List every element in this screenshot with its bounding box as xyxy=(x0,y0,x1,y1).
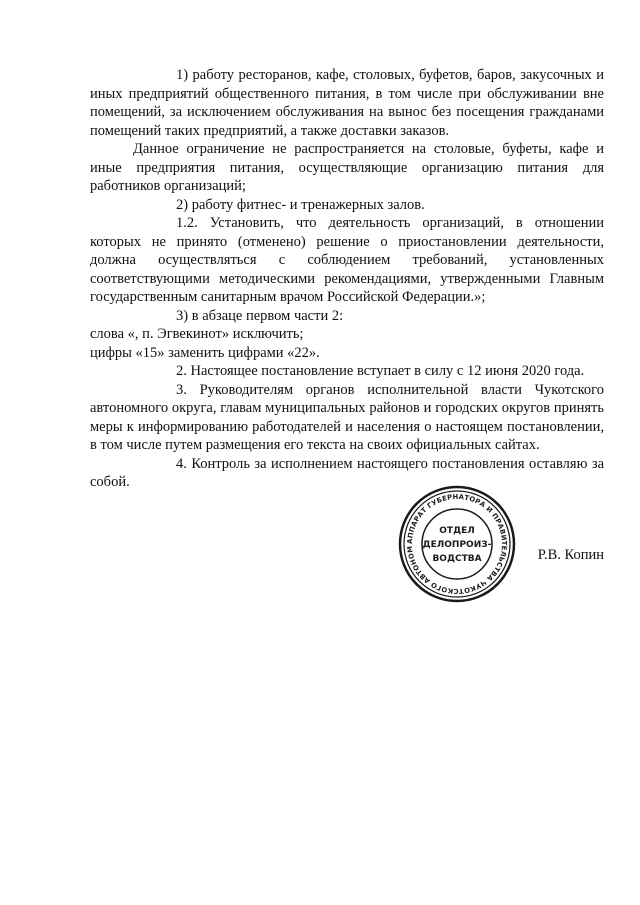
paragraph-text: работу ресторанов, кафе, столовых, буфетов, баров, закусочных и иных предприятий общественного питания, в том числе при обслуживании вне помещений, за исключением обслуживания на вынос без посещения гражданами помещений таких предприятий, а также доставки заказов. xyxy=(90,67,605,139)
paragraph-number: 3. xyxy=(176,381,187,398)
paragraph-text: слова «, п. Эгвекинот» исключить; xyxy=(90,326,304,342)
paragraph-number: 2. xyxy=(176,363,187,379)
stamp-line-1: ОТДЕЛ xyxy=(439,526,475,536)
official-stamp xyxy=(398,485,516,603)
document-body xyxy=(90,66,604,492)
paragraph-text: Данное ограничение не распространяется на столовые, буфеты, кафе и иные предприятия питания, осуществляющие организацию питания для работников организаций; xyxy=(90,141,604,194)
stamp-icon xyxy=(398,485,516,603)
paragraph-text: Руководителям органов исполнительной власти Чукотского автономного округа, главам муниципальных районов и городских округов принять меры к информированию работодателей и населения о настоящем постановлении, в том числе путем размещения его текста на своих официальных сайтах. xyxy=(90,381,605,453)
paragraph-text: Контроль за исполнением настоящего постановления оставляю за собой. xyxy=(90,455,604,490)
paragraph-text: в абзаце первом части 2: xyxy=(191,307,344,324)
signature-name: Р.В. Копин xyxy=(537,547,604,563)
paragraph-number: 1) xyxy=(176,67,189,83)
paragraph-number: 2) xyxy=(176,196,189,213)
paragraph-number: 1.2. xyxy=(176,215,198,231)
paragraph-text: работу фитнес- и тренажерных залов. xyxy=(191,196,425,213)
paragraph-text: Настоящее постановление вступает в силу с 12 июня 2020 года. xyxy=(190,363,585,379)
paragraph-8 xyxy=(90,362,604,381)
stamp-ring-text: АППАРАТ ГУБЕРНАТОРА И ПРАВИТЕЛЬСТВА ЧУКОТСКОГО АВТОНОМ xyxy=(405,492,509,596)
paragraph-9 xyxy=(90,381,604,455)
paragraph-6 xyxy=(90,325,604,344)
paragraph-number: 4. xyxy=(176,455,187,472)
stamp-line-2: ДЕЛОПРОИЗ- xyxy=(422,540,492,550)
paragraph-1 xyxy=(90,66,604,140)
stamp-line-3: ВОДСТВА xyxy=(432,554,482,564)
paragraph-number: 3) xyxy=(176,307,189,324)
paragraph-4 xyxy=(90,214,604,307)
paragraph-3 xyxy=(90,196,604,215)
paragraph-text: Установить, что деятельность организаций, в отношении которых не принято (отменено) решение о приостановлении деятельности, должна осуществляться с соблюдением требований, установленных соответствующими методическими рекомендациями, утвержденными Главным государственным санитарным врачом Российской Федерации.»; xyxy=(90,215,604,305)
paragraph-7 xyxy=(90,344,604,363)
paragraph-10 xyxy=(90,455,604,492)
paragraph-2 xyxy=(90,140,604,196)
paragraph-5 xyxy=(90,307,604,326)
paragraph-text: цифры «15» заменить цифрами «22». xyxy=(90,344,320,361)
